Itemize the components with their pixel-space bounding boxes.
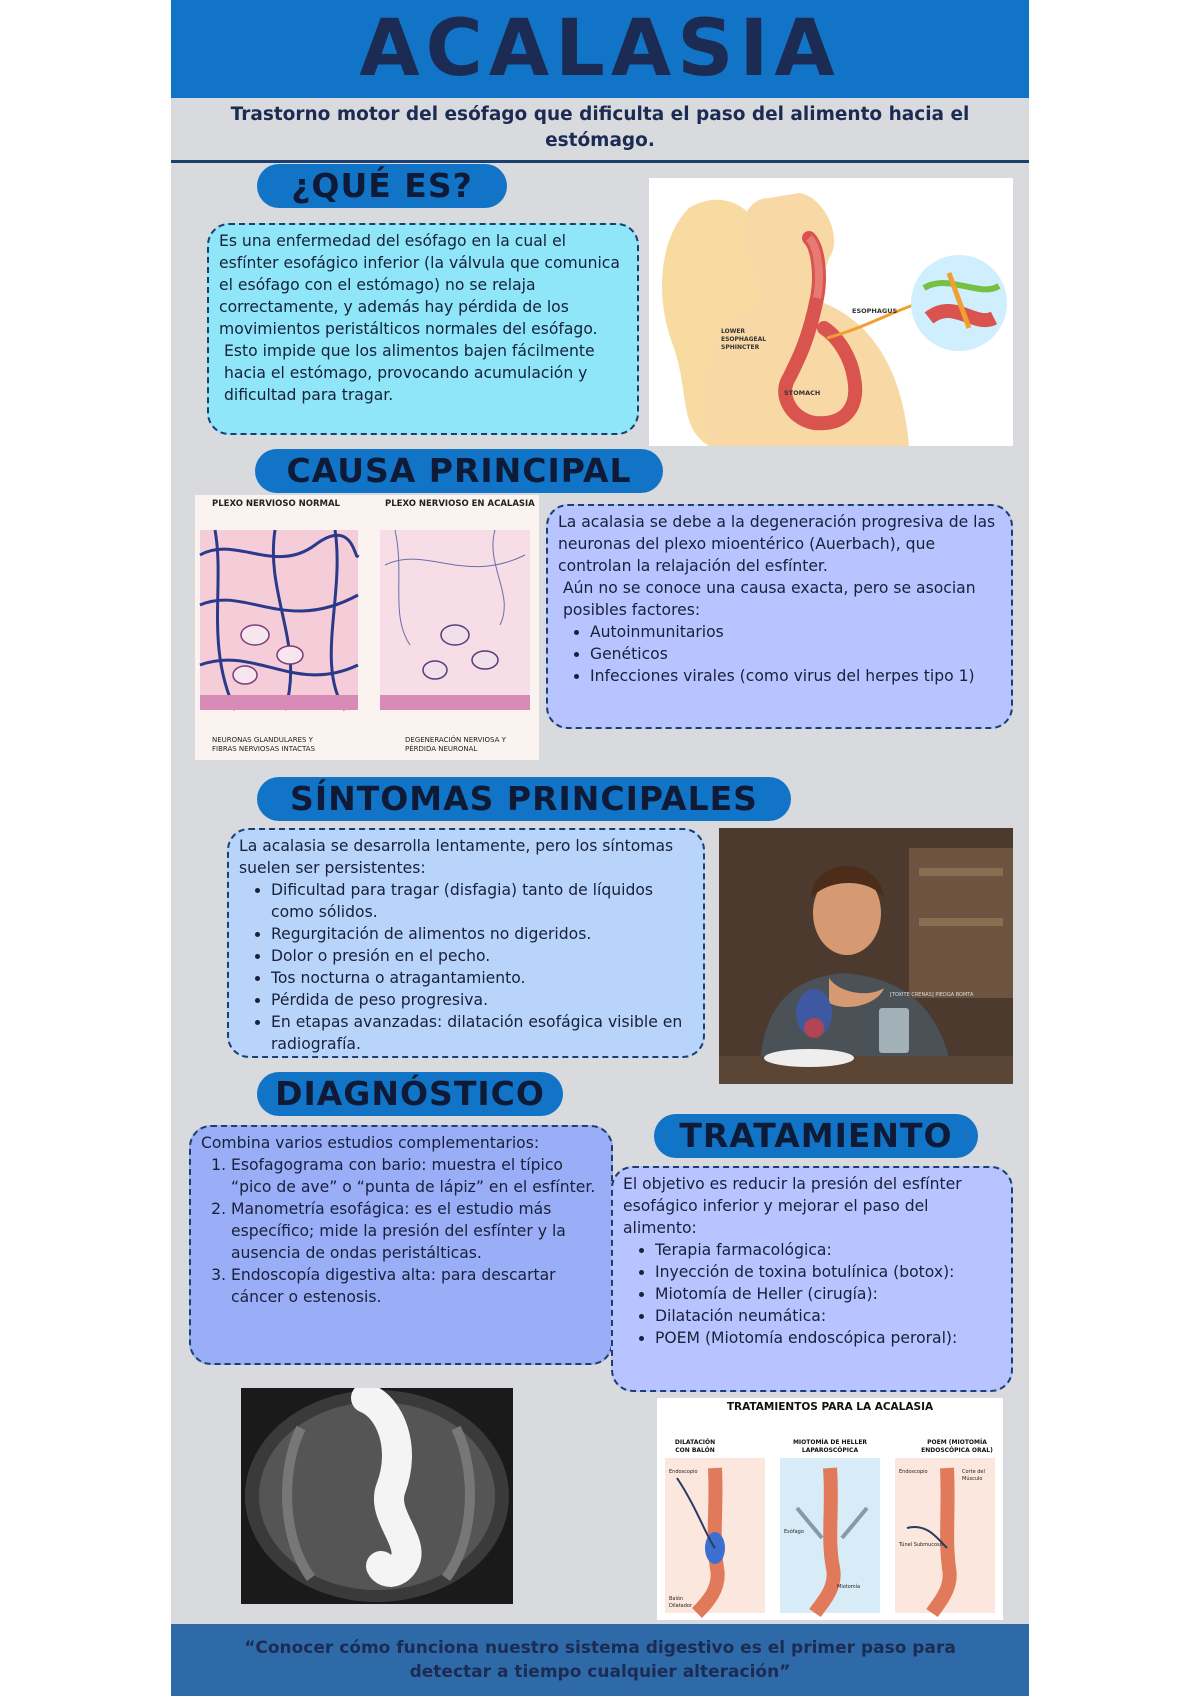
definition-box — [207, 223, 639, 435]
divider — [171, 160, 1029, 163]
diagnosis-intro: Combina varios estudios complementarios: — [201, 1134, 540, 1152]
list-item: • Pérdida de peso progresiva. — [271, 989, 693, 1011]
svg-text:POEM (MIOTOMÍA: POEM (MIOTOMÍA — [927, 1439, 987, 1446]
figure-title-normal: PLEXO NERVIOSO NORMAL — [212, 499, 340, 509]
svg-text:DEGENERACIÓN NERVIOSA Y: DEGENERACIÓN NERVIOSA Y — [405, 736, 506, 744]
symptoms-intro: La acalasia se desarrolla lentamente, pero los síntomas suelen ser persistentes: — [239, 837, 674, 877]
cause-factors-intro: Aún no se conoce una causa exacta, pero se asocian posibles factores: — [563, 579, 976, 619]
esophagus-anatomy-illustration — [649, 178, 1013, 446]
svg-text:MIOTOMÍA DE HELLER: MIOTOMÍA DE HELLER — [792, 1439, 868, 1446]
list-item: • Miotomía de Heller (cirugía): — [655, 1283, 1001, 1305]
svg-text:Miotomía: Miotomía — [837, 1584, 861, 1590]
title-banner — [171, 0, 1029, 98]
figure-title-acalasia: PLEXO NERVIOSO EN ACALASIA — [385, 499, 535, 509]
nerve-plexus-figure — [195, 495, 539, 760]
svg-text:Dilatador: Dilatador — [669, 1603, 693, 1609]
footer-quote-banner — [171, 1624, 1029, 1696]
svg-text:Balón: Balón — [669, 1596, 684, 1602]
cause-factors-list — [558, 621, 1001, 687]
symptoms-box — [227, 828, 705, 1058]
treatment-list — [623, 1239, 1001, 1349]
section-heading-tratamiento: TRATAMIENTO — [654, 1114, 978, 1158]
svg-text:SPHINCTER: SPHINCTER — [721, 344, 760, 351]
svg-text:CON BALÓN: CON BALÓN — [675, 1447, 715, 1454]
label-sphincter: LOWER — [721, 328, 746, 335]
section-heading-que-es: ¿QUÉ ES? — [257, 164, 507, 208]
svg-text:Túnel Submucoso: Túnel Submucoso — [899, 1542, 943, 1548]
svg-text:ENDOSCÓPICA ORAL): ENDOSCÓPICA ORAL) — [921, 1447, 993, 1454]
treatment-intro: El objetivo es reducir la presión del esfínter esofágico inferior y mejorar el paso del alimento: — [623, 1175, 962, 1237]
list-item: • Dolor o presión en el pecho. — [271, 945, 693, 967]
section-heading-causa: CAUSA PRINCIPAL — [255, 449, 663, 493]
treatments-diagram-title: TRATAMIENTOS PARA LA ACALASIA — [726, 1401, 934, 1413]
definition-consequence: Esto impide que los alimentos bajen fácilmente hacia el estómago, provocando acumulación y dificultad para tragar. — [224, 342, 595, 404]
list-item: • POEM (Miotomía endoscópica peroral): — [655, 1327, 1001, 1349]
list-item: • Dilatación neumática: — [655, 1305, 1001, 1327]
list-item: • Autoinmunitarios — [590, 621, 1001, 643]
cause-box — [546, 504, 1013, 729]
svg-text:FIBRAS NERVIOSAS INTACTAS: FIBRAS NERVIOSAS INTACTAS — [212, 745, 316, 753]
list-item: • Inyección de toxina botulínica (botox): — [655, 1261, 1001, 1283]
infographic-poster — [171, 0, 1029, 1696]
shirt-text: [TOXITE CRENAS] PIEDGA BOMTA — [890, 992, 974, 998]
footer-quote: “Conocer cómo funciona nuestro sistema digestivo es el primer paso para detectar a tiempo cualquier alteración” — [244, 1638, 956, 1682]
list-item: • Dificultad para tragar (disfagia) tanto de líquidos como sólidos. — [271, 879, 693, 923]
diagnosis-list — [201, 1154, 601, 1308]
label-stomach: STOMACH — [784, 389, 821, 397]
svg-text:Esófago: Esófago — [784, 1529, 804, 1535]
list-item: 3. Endoscopía digestiva alta: para descartar cáncer o estenosis. — [231, 1264, 601, 1308]
subtitle: Trastorno motor del esófago que dificulta el paso del alimento hacia el estómago. — [230, 104, 970, 151]
svg-text:NEURONAS GLANDULARES Y: NEURONAS GLANDULARES Y — [212, 736, 313, 744]
treatments-diagram — [657, 1398, 1003, 1620]
section-heading-diagnostico: DIAGNÓSTICO — [257, 1072, 563, 1116]
diagnosis-box — [189, 1125, 613, 1365]
list-item: 1. Esofagograma con bario: muestra el típico “pico de ave” o “punta de lápiz” en el esfínter. — [231, 1154, 601, 1198]
list-item: • Terapia farmacológica: — [655, 1239, 1001, 1261]
list-item: • Infecciones virales (como virus del herpes tipo 1) — [590, 665, 1001, 687]
section-heading-sintomas: SÍNTOMAS PRINCIPALES — [257, 777, 791, 821]
definition-paragraph: Es una enfermedad del esófago en la cual el esfínter esofágico inferior (la válvula que comunica el esófago con el estómago) no se relaja correctamente, y además hay pérdida de los movimientos peristálticos normales del esófago. — [219, 232, 620, 338]
symptoms-list — [239, 879, 693, 1055]
svg-text:ESOPHAGEAL: ESOPHAGEAL — [721, 336, 767, 343]
cause-paragraph: La acalasia se debe a la degeneración progresiva de las neuronas del plexo mioentérico (Auerbach), que controlan la relajación del esfínter. — [558, 513, 996, 575]
barium-xray-image — [241, 1388, 513, 1604]
list-item: • Genéticos — [590, 643, 1001, 665]
svg-text:DILATACIÓN: DILATACIÓN — [674, 1439, 716, 1446]
svg-text:LAPAROSCÓPICA: LAPAROSCÓPICA — [801, 1447, 859, 1454]
svg-text:Corte del: Corte del — [962, 1469, 985, 1475]
treatment-box — [611, 1166, 1013, 1392]
svg-text:PÉRDIDA NEURONAL: PÉRDIDA NEURONAL — [405, 745, 478, 753]
svg-text:Endoscopio: Endoscopio — [899, 1469, 928, 1475]
svg-text:Endoscopio: Endoscopio — [669, 1469, 698, 1475]
list-item: • Regurgitación de alimentos no digeridos. — [271, 923, 693, 945]
svg-text:Músculo: Músculo — [962, 1476, 983, 1482]
list-item: 2. Manometría esofágica: es el estudio más específico; mide la presión del esfínter y la ausencia de ondas peristálticas. — [231, 1198, 601, 1264]
page-title: ACALASIA — [359, 4, 841, 94]
list-item: • Tos nocturna o atragantamiento. — [271, 967, 693, 989]
list-item: • En etapas avanzadas: dilatación esofágica visible en radiografía. — [271, 1011, 693, 1055]
label-esophagus: ESOPHAGUS — [852, 307, 898, 315]
patient-chest-pain-photo — [719, 828, 1013, 1084]
